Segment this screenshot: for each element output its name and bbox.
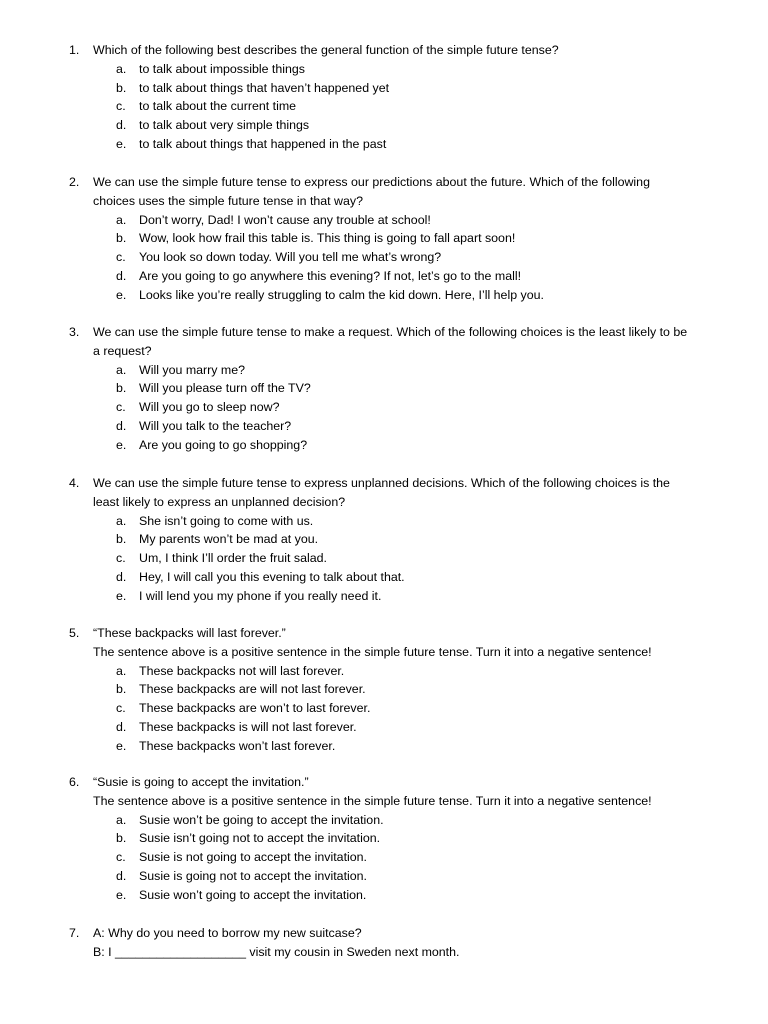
option-letter: b. <box>116 80 127 95</box>
option-c[interactable] <box>0 248 768 267</box>
option-c[interactable] <box>0 549 768 568</box>
option-a[interactable] <box>0 361 768 380</box>
option-letter: d. <box>116 268 127 283</box>
option-text: to talk about very simple things <box>139 118 310 133</box>
option-letter: e. <box>116 738 127 753</box>
option-a[interactable] <box>0 60 768 79</box>
option-e[interactable] <box>0 737 768 756</box>
option-text: Don’t worry, Dad! I won’t cause any trouble at school! <box>139 212 431 227</box>
option-text: Will you please turn off the TV? <box>139 381 311 396</box>
option-letter: e. <box>116 437 127 452</box>
option-letter: d. <box>116 719 127 734</box>
option-c[interactable] <box>0 699 768 718</box>
question-5 <box>0 624 768 756</box>
option-text: You look so down today. Will you tell me what’s wrong? <box>139 250 442 265</box>
question-text: B: I ___________________ visit my cousin in Sweden next month. <box>93 944 460 959</box>
option-b[interactable] <box>0 829 768 848</box>
question-text: We can use the simple future tense to express our predictions about the future. Which of the following <box>93 175 650 189</box>
question-prompt-continued <box>0 342 768 361</box>
option-d[interactable] <box>0 867 768 886</box>
option-text: Wow, look how frail this table is. This thing is going to fall apart soon! <box>139 231 516 246</box>
question-text: a request? <box>93 343 152 358</box>
question-text: We can use the simple future tense to express unplanned decisions. Which of the following choices is the <box>93 476 670 490</box>
option-letter: e. <box>116 588 127 603</box>
question-prompt <box>0 173 768 192</box>
question-prompt-continued <box>0 493 768 512</box>
question-6 <box>0 773 768 905</box>
option-letter: c. <box>116 850 126 865</box>
option-text: to talk about things that haven’t happened yet <box>139 80 390 95</box>
question-number: 6. <box>69 775 80 789</box>
option-d[interactable] <box>0 568 768 587</box>
option-text: to talk about things that happened in the past <box>139 136 387 151</box>
question-1 <box>0 41 768 154</box>
option-text: My parents won’t be mad at you. <box>139 532 319 547</box>
option-text: Susie is going not to accept the invitation. <box>139 868 367 883</box>
question-prompt <box>0 323 768 342</box>
option-b[interactable] <box>0 79 768 98</box>
question-7 <box>0 924 768 962</box>
question-prompt-continued <box>0 643 768 662</box>
option-letter: a. <box>116 663 127 678</box>
option-text: She isn’t going to come with us. <box>139 513 314 528</box>
option-text: to talk about the current time <box>139 99 297 114</box>
option-b[interactable] <box>0 229 768 248</box>
question-prompt <box>0 474 768 493</box>
option-text: Susie isn’t going not to accept the invitation. <box>139 831 381 846</box>
option-a[interactable] <box>0 512 768 531</box>
question-prompt-continued <box>0 192 768 211</box>
question-prompt <box>0 773 768 792</box>
question-number: 3. <box>69 325 80 339</box>
question-prompt <box>0 624 768 643</box>
question-number: 2. <box>69 175 80 189</box>
option-text: Will you marry me? <box>139 362 246 377</box>
question-2 <box>0 173 768 305</box>
question-text: choices uses the simple future tense in that way? <box>93 193 363 208</box>
question-prompt <box>0 924 768 943</box>
option-text: These backpacks are will not last forever. <box>139 682 366 697</box>
option-letter: d. <box>116 118 127 133</box>
option-text: These backpacks is will not last forever. <box>139 719 357 734</box>
option-letter: d. <box>116 868 127 883</box>
question-prompt <box>0 41 768 60</box>
option-letter: a. <box>116 61 127 76</box>
option-letter: e. <box>116 287 127 302</box>
option-c[interactable] <box>0 848 768 867</box>
option-letter: e. <box>116 136 127 151</box>
option-letter: b. <box>116 231 127 246</box>
option-b[interactable] <box>0 530 768 549</box>
question-prompt-continued <box>0 792 768 811</box>
option-d[interactable] <box>0 267 768 286</box>
option-text: Are you going to go anywhere this evening? If not, let’s go to the mall! <box>139 268 522 283</box>
question-text: “These backpacks will last forever.” <box>93 626 286 640</box>
option-d[interactable] <box>0 718 768 737</box>
option-text: Are you going to go shopping? <box>139 437 308 452</box>
option-text: Susie is not going to accept the invitation. <box>139 850 367 865</box>
option-letter: a. <box>116 513 127 528</box>
question-text: least likely to express an unplanned decision? <box>93 494 346 509</box>
question-number: 1. <box>69 43 80 57</box>
option-a[interactable] <box>0 211 768 230</box>
option-letter: a. <box>116 812 127 827</box>
option-a[interactable] <box>0 811 768 830</box>
option-c[interactable] <box>0 97 768 116</box>
question-number: 4. <box>69 476 80 490</box>
option-c[interactable] <box>0 398 768 417</box>
question-text: The sentence above is a positive sentence in the simple future tense. Turn it into a negative sentence! <box>93 793 652 808</box>
option-text: These backpacks won’t last forever. <box>139 738 336 753</box>
option-letter: a. <box>116 212 127 227</box>
question-text: “Susie is going to accept the invitation.” <box>93 775 309 789</box>
option-letter: b. <box>116 831 127 846</box>
option-d[interactable] <box>0 116 768 135</box>
question-text: Which of the following best describes the general function of the simple future tense? <box>93 43 559 57</box>
option-letter: c. <box>116 551 126 566</box>
question-text: A: Why do you need to borrow my new suitcase? <box>93 926 362 940</box>
option-text: Looks like you’re really struggling to calm the kid down. Here, I’ll help you. <box>139 287 544 302</box>
option-text: Susie won’t going to accept the invitation. <box>139 887 367 902</box>
option-letter: c. <box>116 250 126 265</box>
option-text: These backpacks are won’t to last forever. <box>139 701 371 716</box>
option-letter: d. <box>116 418 127 433</box>
question-text: The sentence above is a positive sentence in the simple future tense. Turn it into a negative sentence! <box>93 644 652 659</box>
option-a[interactable] <box>0 662 768 681</box>
question-text: We can use the simple future tense to make a request. Which of the following choices is the least likely to be <box>93 325 688 339</box>
option-text: I will lend you my phone if you really need it. <box>139 588 382 603</box>
question-3 <box>0 323 768 455</box>
option-text: Um, I think I’ll order the fruit salad. <box>139 551 327 566</box>
option-letter: e. <box>116 887 127 902</box>
option-text: Hey, I will call you this evening to talk about that. <box>139 569 405 584</box>
option-letter: c. <box>116 701 126 716</box>
option-e[interactable] <box>0 886 768 905</box>
option-b[interactable] <box>0 680 768 699</box>
option-text: to talk about impossible things <box>139 61 305 76</box>
option-letter: c. <box>116 400 126 415</box>
question-4 <box>0 474 768 606</box>
option-e[interactable] <box>0 587 768 606</box>
option-letter: c. <box>116 99 126 114</box>
option-e[interactable] <box>0 436 768 455</box>
option-letter: d. <box>116 569 127 584</box>
option-e[interactable] <box>0 135 768 154</box>
option-b[interactable] <box>0 379 768 398</box>
option-d[interactable] <box>0 417 768 436</box>
option-text: These backpacks not will last forever. <box>139 663 345 678</box>
option-text: Susie won’t be going to accept the invitation. <box>139 812 384 827</box>
option-letter: a. <box>116 362 127 377</box>
option-letter: b. <box>116 532 127 547</box>
option-letter: b. <box>116 682 127 697</box>
option-e[interactable] <box>0 286 768 305</box>
option-letter: b. <box>116 381 127 396</box>
option-text: Will you talk to the teacher? <box>139 418 292 433</box>
question-number: 5. <box>69 626 80 640</box>
fill-in-blank-line[interactable] <box>0 943 768 962</box>
question-number: 7. <box>69 926 80 940</box>
option-text: Will you go to sleep now? <box>139 400 280 415</box>
